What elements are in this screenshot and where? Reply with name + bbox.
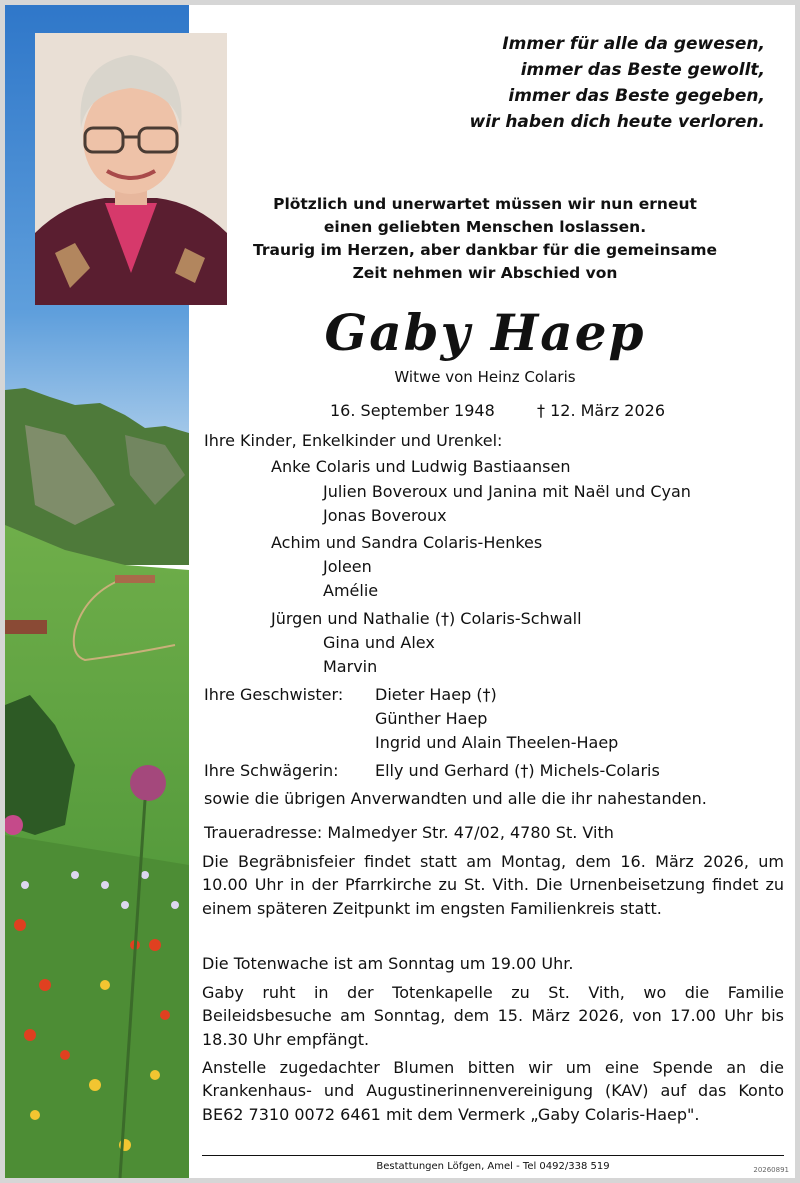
relatives-line: sowie die übrigen Anverwandten und alle die ihr nahestanden. xyxy=(204,789,707,808)
intro-line: Traurig im Herzen, aber dankbar für die gemeinsame xyxy=(252,241,717,259)
donation-text: Anstelle zugedachter Blumen bitten wir um eine Spende an die Krankenhaus- und Augustinerinnenvereinigung (KAV) auf das Konto BE62 7310 0072 6461 mit dem Vermerk „Gaby Colaris-Haep". xyxy=(202,1058,784,1124)
poem-line: wir haben dich heute verloren. xyxy=(469,112,765,132)
portrait-photo xyxy=(35,33,227,305)
obituary-card xyxy=(5,5,795,1178)
poem-line: immer das Beste gewollt, xyxy=(520,60,765,80)
sibling: Dieter Haep (†) xyxy=(375,685,497,704)
poem-line: immer das Beste gegeben, xyxy=(508,86,765,106)
family-member: Julien Boveroux und Janina mit Naël und Cyan xyxy=(323,482,691,501)
deceased-name: Gaby Haep xyxy=(324,303,646,362)
family-member: Achim und Sandra Colaris-Henkes xyxy=(271,533,543,552)
family-member: Marvin xyxy=(323,657,378,676)
family-member: Gina und Alex xyxy=(323,633,435,652)
inlaw: Elly und Gerhard (†) Michels-Colaris xyxy=(375,761,660,780)
reference-number: 20260891 xyxy=(753,1166,789,1174)
family-member: Joleen xyxy=(323,557,372,576)
intro-text xyxy=(205,193,765,285)
family-member: Anke Colaris und Ludwig Bastiaansen xyxy=(271,457,571,476)
sibling: Ingrid und Alain Theelen-Haep xyxy=(375,733,619,752)
poem xyxy=(385,31,765,135)
poem-line: Immer für alle da gewesen, xyxy=(502,34,765,54)
family-member: Jonas Boveroux xyxy=(323,506,447,525)
intro-line: einen geliebten Menschen loslassen. xyxy=(323,218,647,236)
wake-text: Die Totenwache ist am Sonntag um 19.00 Uhr. xyxy=(202,954,574,973)
visits-text: Gaby ruht in der Totenkapelle zu St. Vith, wo die Familie Beileidsbesuche am Sonntag, dem 15. März 2026, von 17.00 Uhr bis 18.30 Uhr empfängt. xyxy=(202,983,784,1049)
intro-line: Zeit nehmen wir Abschied von xyxy=(352,264,618,282)
children-label: Ihre Kinder, Enkelkinder und Urenkel: xyxy=(204,431,503,450)
widow-of: Witwe von Heinz Colaris xyxy=(394,368,576,386)
inlaw-label: Ihre Schwägerin: xyxy=(204,761,339,780)
family-member: Amélie xyxy=(323,581,379,600)
siblings-label: Ihre Geschwister: xyxy=(204,685,344,704)
funeral-text: Die Begräbnisfeier findet statt am Montag, dem 16. März 2026, um 10.00 Uhr in der Pfarrkirche zu St. Vith. Die Urnenbeisetzung findet zu einem späteren Zeitpunkt im engsten Familienkreis statt. xyxy=(202,852,784,918)
divider xyxy=(202,1155,784,1156)
birth-date: 16. September 1948 xyxy=(330,401,495,420)
intro-line: Plötzlich und unerwartet müssen wir nun erneut xyxy=(273,195,697,213)
sibling: Günther Haep xyxy=(375,709,488,728)
death-date: † 12. März 2026 xyxy=(537,401,666,420)
mourning-address: Traueradresse: Malmedyer Str. 47/02, 4780 St. Vith xyxy=(204,823,614,842)
family-member: Jürgen und Nathalie (†) Colaris-Schwall xyxy=(271,609,582,628)
funeral-home-footer: Bestattungen Löfgen, Amel - Tel 0492/338 519 xyxy=(376,1161,610,1172)
